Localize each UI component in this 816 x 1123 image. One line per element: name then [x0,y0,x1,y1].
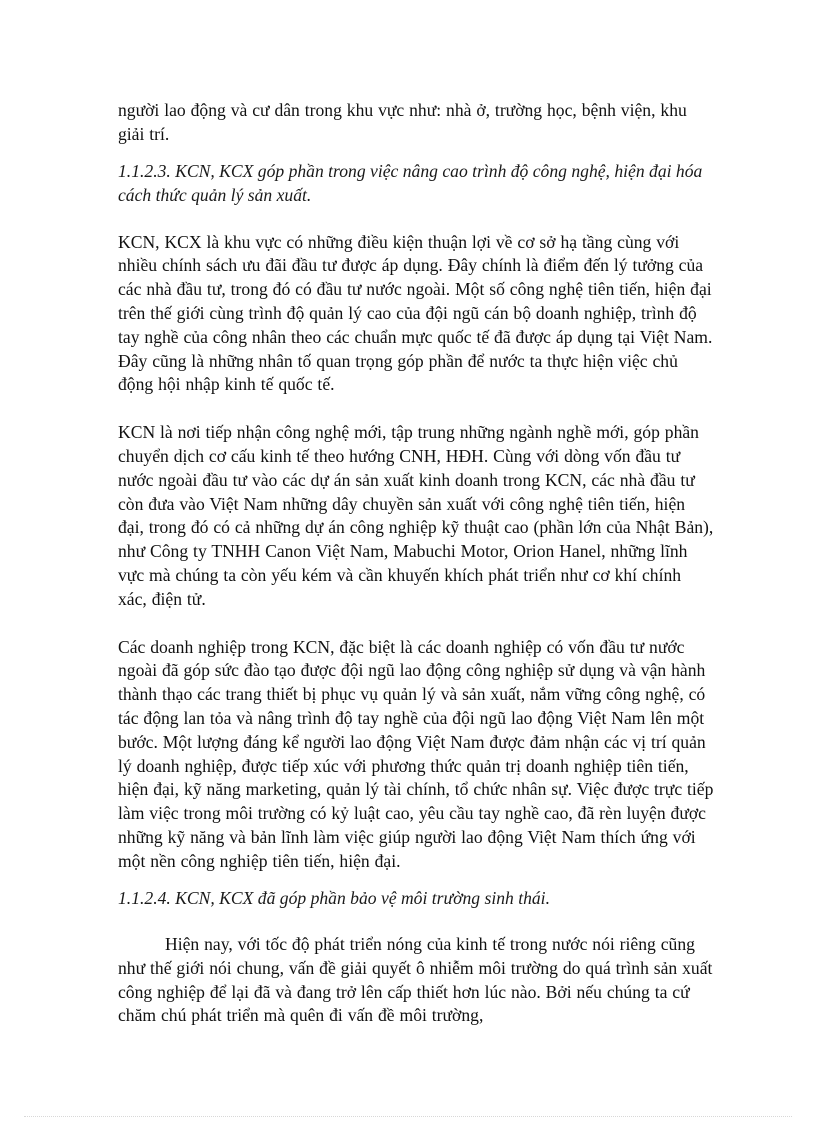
section-heading-1-1-2-4: 1.1.2.4. KCN, KCX đã góp phần bảo vệ môi trường sinh thái. [118,887,550,908]
spacer [118,397,714,421]
page-bottom-divider [24,1116,792,1117]
spacer [118,147,714,159]
spacer [118,612,714,636]
document-body [118,99,714,1028]
paragraph-workforce: Các doanh nghiệp trong KCN, đặc biệt là các doanh nghiệp có vốn đầu tư nước ngoài đã góp sức đào tạo được đội ngũ lao động công nghiệp sử dụng và vận hành thành thạo các trang thiết bị phục vụ quản lý và sản xuất, nắm vững công nghệ, có tác động lan tỏa và nâng trình độ tay nghề của đội ngũ lao động Việt Nam lên một bước. Một lượng đáng kể người lao động Việt Nam được đảm nhận các vị trí quản lý doanh nghiệp, được tiếp xúc với phương thức quản trị doanh nghiệp tiên tiến, hiện đại, kỹ năng marketing, quản lý tài chính, tổ chức nhân sự. Việc được trực tiếp làm việc trong môi trường có kỷ luật cao, yêu cầu tay nghề cao, đã rèn luyện được những kỹ năng và bản lĩnh làm việc giúp người lao động Việt Nam thích ứng với một nền công nghiệp tiên tiến, hiện đại. [118,636,714,871]
spacer [118,874,714,886]
paragraph-technology: KCN là nơi tiếp nhận công nghệ mới, tập trung những ngành nghề mới, góp phần chuyển dịch cơ cấu kinh tế theo hướng CNH, HĐH. Cùng với dòng vốn đầu tư nước ngoài đầu tư vào các dự án sản xuất kinh doanh trong KCN, các nhà đầu tư còn đưa vào Việt Nam những dây chuyền sản xuất với công nghệ tiên tiến, hiện đại, trong đó có cả những dự án công nghiệp kỹ thuật cao (phần lớn của Nhật Bản), như Công ty TNHH Canon Việt Nam, Mabuchi Motor, Orion Hanel, những lĩnh vực mà chúng ta còn yếu kém và cần khuyến khích phát triển như cơ khí chính xác, điện tử. [118,422,714,609]
spacer [118,208,714,231]
spacer [118,910,714,933]
paragraph-residents: người lao động và cư dân trong khu vực như: nhà ở, trường học, bệnh viện, khu giải trí. [118,100,687,144]
paragraph-environment: Hiện nay, với tốc độ phát triển nóng của kinh tế trong nước nói riêng cũng như thế giới nói chung, vấn đề giải quyết ô nhiễm môi trường do quá trình sản xuất công nghiệp để lại đã và đang trở lên cấp thiết hơn lúc nào. Bởi nếu chúng ta cứ chăm chú phát triển mà quên đi vấn đề môi trường, [118,934,713,1026]
section-heading-1-1-2-3: 1.1.2.3. KCN, KCX góp phần trong việc nâng cao trình độ công nghệ, hiện đại hóa cách thức quản lý sản xuất. [118,160,703,206]
paragraph-infrastructure: KCN, KCX là khu vực có những điều kiện thuận lợi về cơ sở hạ tầng cùng với nhiều chính sách ưu đãi đầu tư được áp dụng. Đây chính là điểm đến lý tưởng của các nhà đầu tư, trong đó có đầu tư nước ngoài. Một số công nghệ tiên tiến, hiện đại trên thế giới cùng trình độ quản lý cao của đội ngũ cán bộ doanh nghiệp, trình độ tay nghề của công nhân theo các chuẩn mực quốc tế đã được áp dụng tại Việt Nam. Đây cũng là những nhân tố quan trọng góp phần để nước ta thực hiện việc chủ động hội nhập kinh tế quốc tế. [118,231,713,395]
